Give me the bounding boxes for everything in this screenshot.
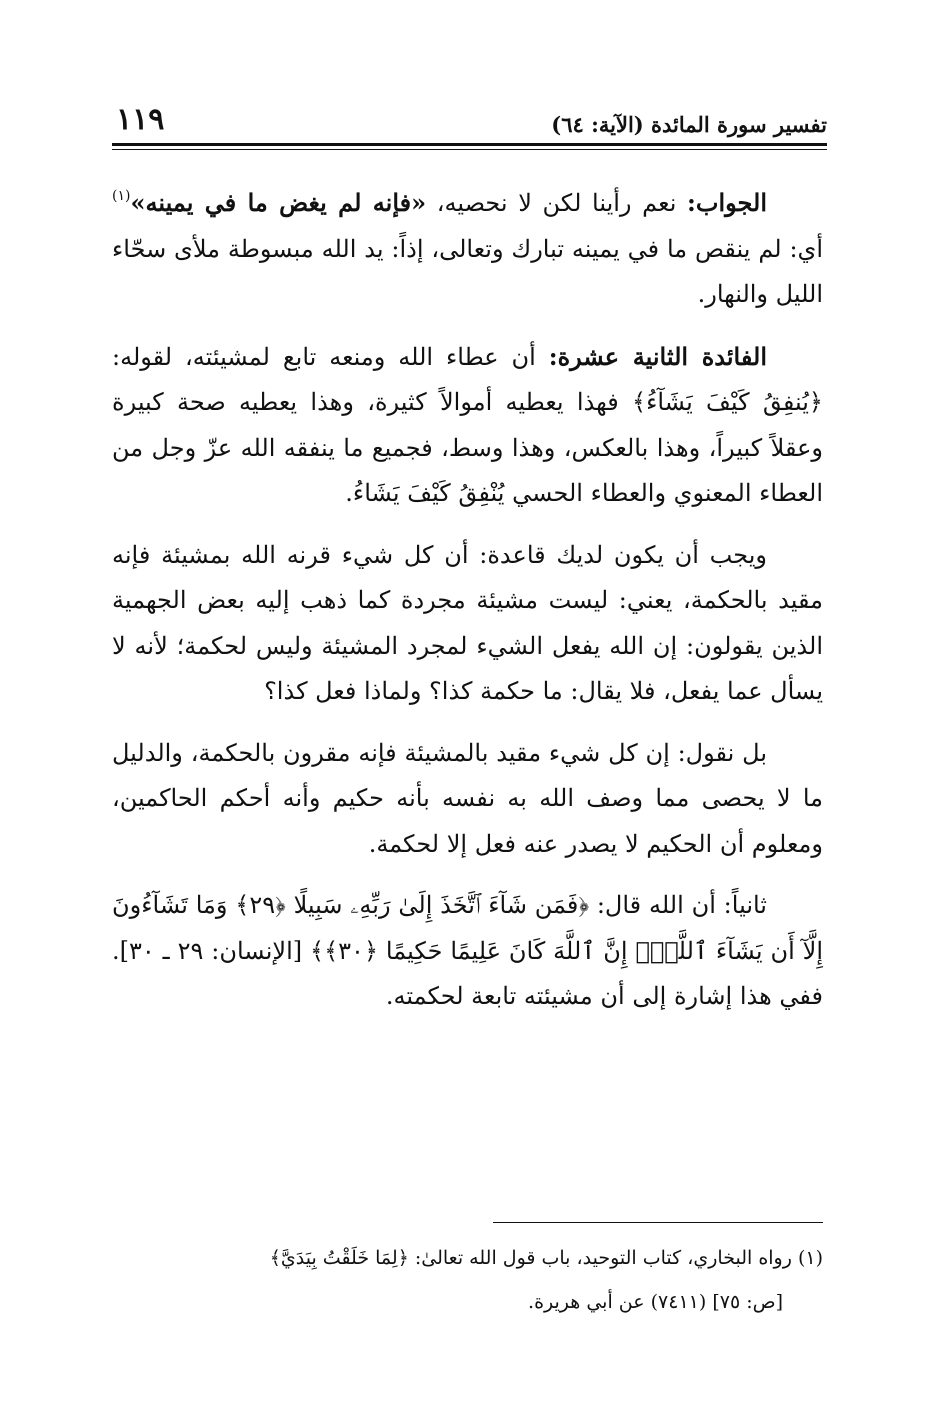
- paragraph-4: بل نقول: إن كل شيء مقيد بالمشيئة فإنه مقرون بالحكمة، والدليل ما لا يحصى مما وصف الله به نفسه بأنه حكيم وأنه أحكم الحاكمين، ومعلوم أن الحكيم لا يصدر عنه فعل إلا لحكمة.: [112, 738, 823, 858]
- page-header: [112, 100, 827, 140]
- quran-verse: ﴿يُنفِقُ كَيْفَ يَشَآءُ﴾: [632, 388, 823, 416]
- p2-text: أن عطاء الله ومنعه تابع لمشيئته، لقوله:: [112, 342, 549, 371]
- footnote-quran: ﴿لِمَا خَلَقْتُ بِيَدَيَّ﴾: [269, 1247, 409, 1269]
- paragraph-3: ويجب أن يكون لديك قاعدة: أن كل شيء قرنه الله بمشيئة فإنه مقيد بالحكمة، يعني: ليست مشيئة مجردة كما ذهب إليه بعض الجهمية الذين يقولون: إن الله يفعل الشيء لمجرد المشيئة وليس لحكمة؛ لأنه لا يسأل عما يفعل، فلا يقال: ما حكمة كذا؟ ولماذا فعل كذا؟: [112, 540, 823, 705]
- footnote-separator: [493, 1222, 823, 1223]
- paragraph-5: [112, 883, 823, 1020]
- quran-verses: ﴿فَمَن شَآءَ ٱتَّخَذَ إِلَىٰ رَبِّهِۦ سَبِيلًا ﴿٢٩﴾ وَمَا تَشَآءُونَ إِلَّآ أَن يَشَآءَ ٱللَّهُۚ إِنَّ ٱللَّهَ كَانَ عَلِيمًا حَكِيمًا ﴿٣٠﴾﴾: [112, 891, 823, 965]
- p2-rest: فهذا يعطيه أموالاً كثيرة، وهذا يعطيه صحة كبيرة وعقلاً كبيراً، وهذا بالعكس، وهذا وسط، فجميع ما ينفقه الله عزّ وجل من العطاء المعنوي والعطاء الحسي: [112, 388, 823, 507]
- benefit-heading: الفائدة الثانية عشرة:: [548, 341, 767, 371]
- p5-text: ثانياً: أن الله قال:: [589, 891, 767, 919]
- answer-label: الجواب:: [687, 188, 768, 217]
- p1-rest: أي: لم ينقص ما في يمينه تبارك وتعالى، إذاً: يد الله مبسوطة ملأى سحّاء الليل والنهار.: [112, 234, 823, 308]
- footnote-1: [112, 1236, 823, 1280]
- header-rule-thick: [112, 143, 827, 146]
- footnote-1-continuation: [ص: ٧٥] (٧٤١١) عن أبي هريرة.: [528, 1291, 783, 1313]
- p5-rest: ففي هذا إشارة إلى أن مشيئته تابعة لحكمته.: [385, 982, 823, 1010]
- quran-phrase: يُنْفِقُ كَيْفَ يَشَاءُ: [352, 479, 505, 507]
- footnotes: [112, 1236, 823, 1324]
- body-text: [112, 180, 823, 1036]
- page-number: ١١٩: [116, 102, 165, 137]
- surah-reference: [الإنسان: ٢٩ ـ ٣٠].: [112, 936, 311, 965]
- paragraph-2: [112, 334, 823, 517]
- paragraph-1: [112, 180, 823, 318]
- header-rule-thin: [112, 149, 827, 150]
- footnote-1-text: (١) رواه البخاري، كتاب التوحيد، باب قول الله تعالىٰ:: [408, 1247, 823, 1269]
- hadith-quote: «فإنه لم يغض ما في يمينه»: [130, 188, 427, 217]
- p1-text: نعم رأينا لكن لا نحصيه،: [426, 189, 688, 217]
- footnote-ref: (١): [112, 188, 131, 204]
- p2-end: .: [345, 479, 353, 507]
- running-title: تفسير سورة المائدة (الآية: ٦٤): [551, 112, 827, 137]
